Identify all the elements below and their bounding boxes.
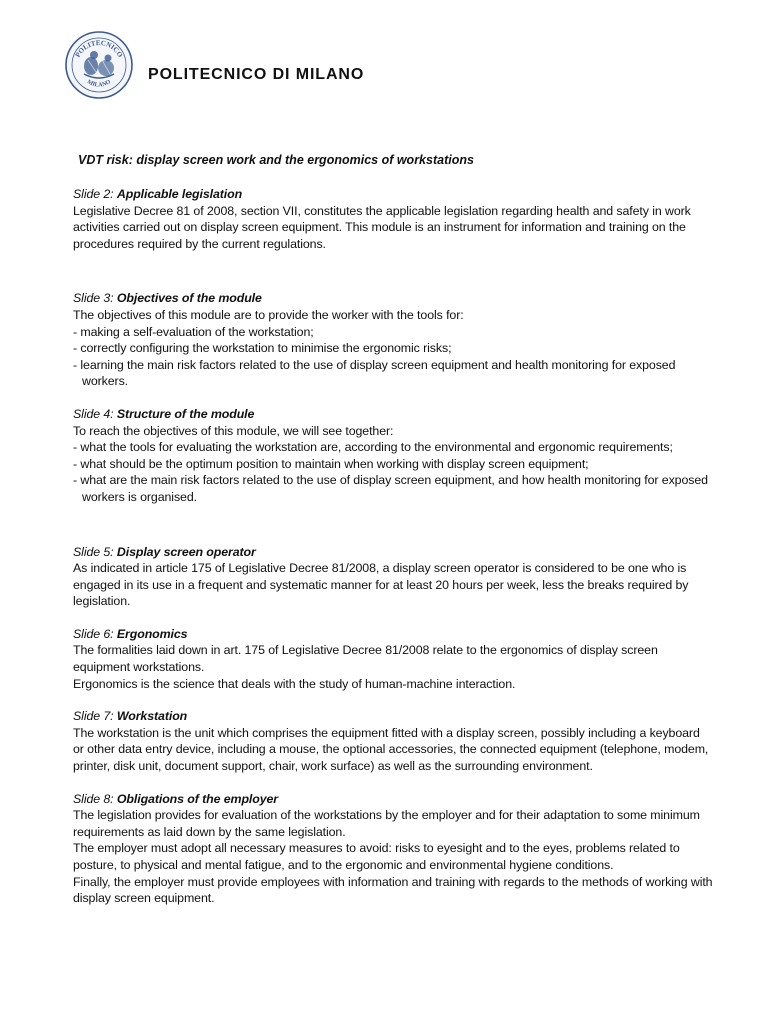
section-heading	[73, 626, 713, 643]
section-title: Ergonomics	[116, 626, 188, 641]
paragraph: The workstation is the unit which comprises the equipment fitted with a display screen, possibly including a keyboard or other data entry device, including a mouse, the optional accessories, the connected equipment (telephone, modem, printer, disk unit, document support, chair, work surface) as well as the surrounding environment.	[73, 725, 709, 774]
organization-name: POLITECNICO DI MILANO	[148, 66, 365, 83]
slide-section	[73, 708, 713, 774]
section-heading	[73, 186, 713, 203]
section-title: Workstation	[116, 709, 188, 724]
slide-number: Slide 7:	[73, 709, 114, 724]
list-item: - correctly configuring the workstation to minimise the ergonomic risks;	[73, 341, 452, 356]
slide-section	[73, 544, 713, 610]
paragraph: To reach the objectives of this module, we will see together:	[73, 423, 394, 438]
slide-number: Slide 3:	[73, 291, 114, 306]
slide-section	[73, 406, 713, 506]
list-item: - what should be the optimum position to maintain when working with display screen equipment;	[73, 456, 589, 471]
slide-number: Slide 4:	[73, 406, 114, 421]
section-title: Objectives of the module	[116, 291, 262, 306]
slide-number: Slide 2:	[73, 187, 114, 201]
section-heading	[73, 406, 713, 423]
section-title: Display screen operator	[116, 544, 256, 559]
svg-text:MILANO: MILANO	[86, 79, 112, 89]
slide-section	[73, 626, 713, 692]
paragraph: The formalities laid down in art. 175 of Legislative Decree 81/2008 relate to the ergonomics of display screen equipment workstations.	[73, 643, 658, 675]
list-item: - what the tools for evaluating the workstation are, according to the environmental and ergonomic requirements;	[73, 440, 673, 455]
document-title: VDT risk: display screen work and the ergonomics of workstations	[78, 153, 474, 167]
slide-number: Slide 5:	[73, 544, 114, 559]
list-item: - what are the main risk factors related to the use of display screen equipment, and how health monitoring for exposed workers is organised.	[73, 473, 708, 504]
section-title: Applicable legislation	[116, 187, 243, 201]
svg-text:POLITECNICO: POLITECNICO	[73, 38, 125, 59]
list-item: - learning the main risk factors related to the use of display screen equipment and health monitoring for exposed workers.	[73, 357, 676, 389]
section-heading	[73, 791, 713, 808]
slide-section	[73, 791, 713, 907]
paragraph: As indicated in article 175 of Legislative Decree 81/2008, a display screen operator is considered to be one who is engaged in its use in a frequent and systematic manner for at least 20 hours per week, less the breaks required by legislation.	[73, 561, 689, 609]
section-heading	[73, 708, 713, 725]
section-title: Structure of the module	[116, 406, 255, 421]
document-body	[73, 186, 713, 907]
slide-number: Slide 6:	[73, 626, 114, 641]
slide-section	[73, 290, 713, 390]
paragraph: The employer must adopt all necessary measures to avoid: risks to eyesight and to the eyes, problems related to posture, to physical and mental fatigue, and to the ergonomic and environmental hygiene conditions.	[73, 841, 680, 872]
politecnico-seal-logo	[64, 30, 134, 100]
paragraph: The objectives of this module are to provide the worker with the tools for:	[73, 307, 464, 322]
list-item: - making a self-evaluation of the workstation;	[73, 324, 314, 339]
paragraph: Legislative Decree 81 of 2008, section VII, constitutes the applicable legislation regarding health and safety in work activities carried out on display screen equipment. This module is an instrument for information and training on the procedures required by the current regulations.	[73, 203, 691, 251]
paragraph: The legislation provides for evaluation of the workstations by the employer and for their adaptation to some minimum requirements as laid down by the same legislation.	[73, 808, 700, 839]
slide-section	[73, 186, 713, 252]
section-heading	[73, 290, 713, 307]
slide-number: Slide 8:	[73, 791, 114, 806]
section-title: Obligations of the employer	[116, 791, 279, 806]
paragraph: Ergonomics is the science that deals with the study of human-machine interaction.	[73, 676, 516, 691]
section-heading	[73, 544, 713, 561]
paragraph: Finally, the employer must provide employees with information and training with regards to the methods of working with display screen equipment.	[73, 874, 713, 906]
